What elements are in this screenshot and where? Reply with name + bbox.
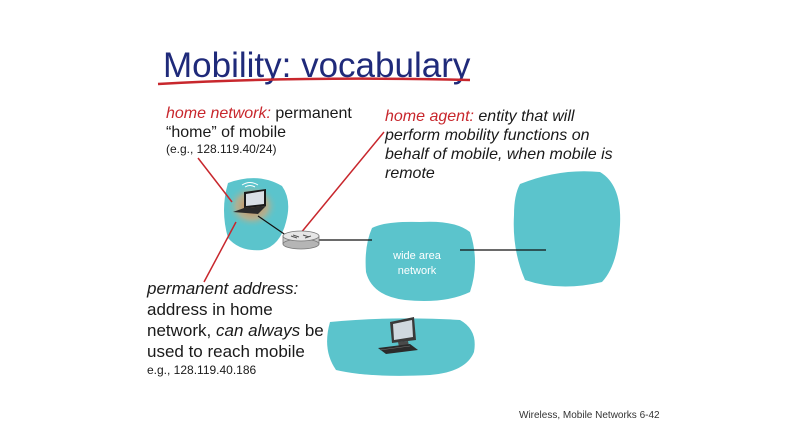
wide-area-network-label (376, 249, 458, 279)
permanent-address-line2-italic: can always (215, 321, 301, 340)
home-agent-line4: remote (385, 165, 435, 182)
home-agent-line1-rest: entity that will (473, 108, 575, 125)
home-network-callout (198, 158, 232, 202)
wan-line1: wide area (393, 250, 441, 262)
title-underline (158, 79, 470, 84)
home-agent-callout (300, 132, 384, 234)
slide-footer: Wireless, Mobile Networks 6-42 (519, 410, 660, 421)
slide-title: Mobility: vocabulary (163, 46, 471, 85)
home-network-example: (e.g., 128.119.40/24) (166, 142, 277, 156)
permanent-address-callout (204, 222, 236, 282)
remote-network-blob (514, 171, 620, 286)
permanent-address-line1: address in home (147, 300, 273, 319)
permanent-address-example: e.g., 128.119.40.186 (147, 363, 257, 377)
permanent-address-line2-pre: network, (147, 321, 216, 340)
home-agent-line2: perform mobility functions on (385, 127, 590, 144)
home-network-label (166, 104, 352, 123)
home-network-line2: “home” of mobile (166, 124, 287, 141)
home-network-desc: permanent (270, 105, 352, 122)
wan-line2: network (397, 265, 437, 277)
home-agent-line3: behalf of mobile, when mobile is (385, 146, 613, 163)
permanent-address-line2 (147, 320, 324, 341)
home-agent-label (385, 107, 574, 126)
home-agent-term: home agent: (385, 108, 474, 125)
permanent-address-line2-post: be (300, 321, 324, 340)
home-network-term: home network: (166, 105, 271, 122)
permanent-address-line3: used to reach mobile (147, 342, 305, 361)
permanent-address-term: permanent address: (147, 279, 299, 298)
router-icon (283, 231, 319, 249)
